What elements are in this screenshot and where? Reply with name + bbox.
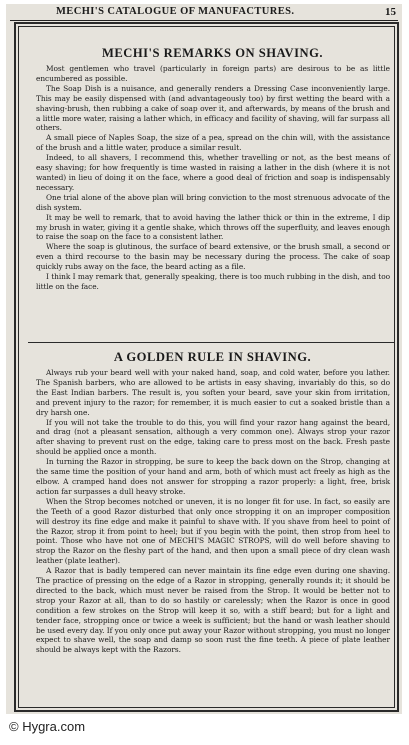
- paragraph: I think I may remark that, generally speaking, there is too much rubbing in the dish, and too little on the face.: [36, 272, 390, 291]
- paragraph: The Soap Dish is a nuisance, and generally renders a Dressing Case inconveniently large. This may be easily dispensed with (and advantageously too) by first wetting the beard with a shaving-brush, then rubbing a cake of soap over it, and afterwards, by means of the brush and a little more water, raising a lather which, in efficacy and facility of shaving, will far surpass all others.: [36, 83, 390, 133]
- paragraph: Most gentlemen who travel (particularly in foreign parts) are desirous to be as little encumbered as possible.: [36, 64, 390, 83]
- paragraph: In turning the Razor in stropping, be sure to keep the back down on the Strop, changing at the same time the position of your hand and arm, both of which must act freely as high as the elbow. A cramped hand does not answer for stropping a razor properly: a light, free, brisk action far surpasses a dull heavy stroke.: [36, 457, 390, 496]
- paragraph: It may be well to remark, that to avoid having the lather thick or thin in the extreme, I dip my brush in water, giving it a gentle shake, which throws off the superfluity, and leaves enough to raise the soap on the face to a consistent lather.: [36, 212, 390, 242]
- paragraph: A Razor that is badly tempered can never maintain its fine edge even during one shaving. The practice of pressing on the edge of a Razor in stropping, generally rounds it; it should be directed to the back, which must never be raised from the Strop. It would be better not to strop your Razor at all, than to do so hastily or carelessly; when the Razor is once in good condition a few strokes on the Strop will keep it so, with a stiff beard; but for a light and tender face, stropping once or twice a week is sufficient; but the hand or wash leather should be used every day. If you only once put away your Razor without stropping, you must no longer expect to shave well, the soap and damp so soon rust the fine teeth. A piece of plate leather should be always kept with the Razors.: [36, 566, 390, 655]
- paragraph: Always rub your beard well with your naked hand, soap, and cold water, before you lather. The Spanish barbers, who are allowed to be artists in easy shaving, invariably do this, so do the East Indian barbers. The result is, you soften your beard, save your skin from irritation, and prevent injury to the razor; for remember, it is much easier to cut a soaked bristle than a dry harsh one.: [36, 368, 390, 417]
- section-divider: [28, 342, 394, 343]
- running-head: [10, 6, 398, 21]
- section-golden-rule: [28, 350, 397, 655]
- copyright-notice: © Hygra.com: [9, 719, 86, 734]
- section-title-golden-rule: A GOLDEN RULE IN SHAVING.: [113, 350, 312, 364]
- page-number: 15: [385, 6, 396, 18]
- running-title: MECHI'S CATALOGUE OF MANUFACTURES.: [56, 6, 295, 17]
- paragraph: Where the soap is glutinous, the surface of beard extensive, or the brush small, a second or even a third recourse to the basin may be necessary during the process. The cake of soap quickly rubs away on the face, the beard acting as a file.: [36, 242, 390, 272]
- paragraph: If you will not take the trouble to do this, you will find your razor hang against the beard, and drag (not a pleasant sensation, although a very common one). Always strop your razor after shaving to prevent rust on the edge, taking care to press most on the back. Fresh paste should be applied once a month.: [36, 417, 390, 457]
- paragraph: A small piece of Naples Soap, the size of a pea, spread on the chin will, with the assistance of the brush and a little water, produce a similar result.: [36, 133, 390, 153]
- paragraph: One trial alone of the above plan will bring conviction to the most strenuous advocate of the dish system.: [36, 192, 390, 212]
- paragraph: When the Strop becomes notched or uneven, it is no longer fit for use. In fact, so easily are the Teeth of a good Razor disturbed that only once stropping it on an improper composition will destroy its fine edge and make it painful to shave with. If you shave from heel to point of the Razor, strop it from point to heel; but if you begin with the point, then strop from heel to point. Those who have not one of MECHI'S MAGIC STROPS, will do well before shaving to strop the Razor on the fleshy part of the hand, and then upon a small piece of dry clean wash leather (plate leather).: [36, 496, 390, 566]
- section-title-remarks: MECHI'S REMARKS ON SHAVING.: [101, 46, 324, 60]
- paragraph: Indeed, to all shavers, I recommend this, whether travelling or not, as the best means of easy shaving; for how frequently is time wasted in raising a lather in the dish (where it is not wanted) in lieu of doing it on the face, where a good deal of friction and soap is indispensably necessary.: [36, 153, 390, 192]
- section-mechi-remarks: [28, 46, 397, 292]
- text-frame: [14, 22, 399, 712]
- catalogue-page: [6, 4, 402, 714]
